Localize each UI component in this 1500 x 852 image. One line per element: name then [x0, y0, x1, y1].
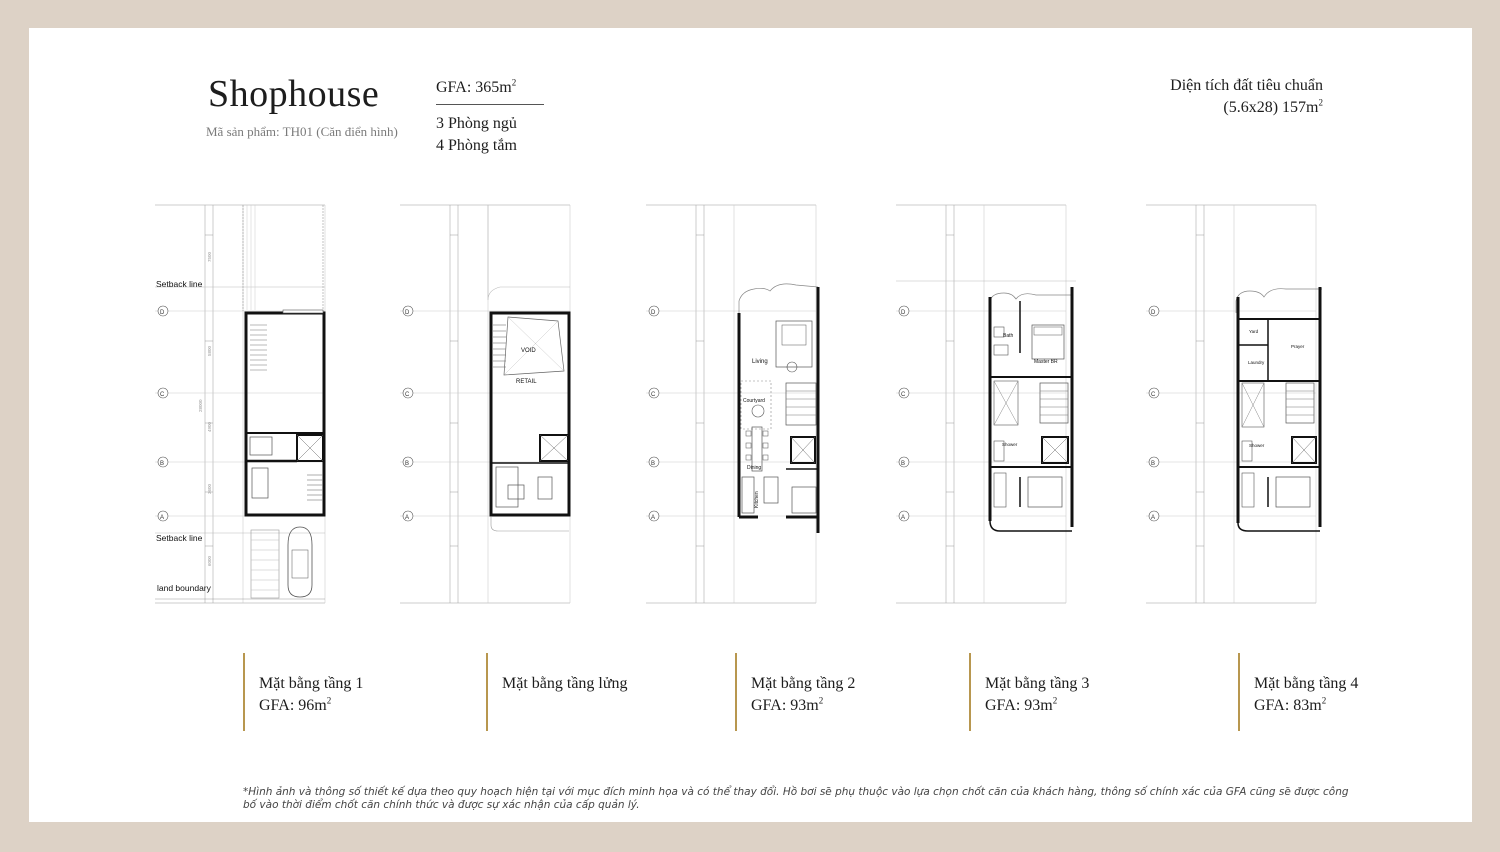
floor-name: Mặt bằng tầng 3	[985, 675, 1090, 692]
shower-label: Shower	[1002, 442, 1018, 447]
floor-label-mezzanine	[486, 653, 628, 731]
bath-label: Bath	[1003, 333, 1014, 339]
dim-label: 4900	[207, 421, 212, 432]
disclaimer-footnote: *Hình ảnh và thông số thiết kế dựa theo quy hoạch hiện tại với mục đích minh họa và có thể thay đổi. Hồ bơi sẽ phụ thuộc vào lựa chọn chốt căn của khách hàng, thông số chính xác của GFA cũng sẽ được công bố vào thời điểm chốt căn chính thức và được sự xác nhận của cấp quản lý.	[243, 786, 1349, 811]
dining-label: Dining	[747, 465, 762, 471]
retail-label: RETAIL	[516, 379, 537, 385]
setback-line-bottom: Setback line	[156, 533, 203, 543]
grid-label-d: D	[1151, 310, 1156, 316]
grid-label-c: C	[651, 392, 656, 398]
land-boundary-label: land boundary	[157, 583, 211, 593]
plan-third-floor	[896, 205, 1076, 603]
floor-gfa: GFA: $96m^2$	[259, 695, 332, 714]
grid-label-a: A	[651, 515, 656, 521]
dim-label: 7500	[207, 251, 212, 262]
grid-label-b: B	[405, 461, 410, 467]
grid-label-b: B	[1151, 461, 1156, 467]
floor-gfa: GFA: $93m^2$	[985, 695, 1058, 714]
dim-label: 5800	[207, 345, 212, 356]
grid-label-b: B	[651, 461, 656, 467]
product-code: Mã sản phẩm: TH01 (Căn điển hình)	[206, 124, 398, 139]
grid-label-d: D	[405, 310, 410, 316]
floor-label-second	[735, 653, 855, 731]
page-title: Shophouse	[208, 73, 380, 115]
grid-label-b: B	[160, 461, 165, 467]
floor-label-ground	[243, 653, 363, 731]
floor-name: Mặt bằng tầng 4	[1254, 675, 1359, 692]
grid-label-c: C	[901, 392, 906, 398]
dim-label: 6000	[207, 555, 212, 566]
prayer-label: Prayer	[1291, 344, 1305, 349]
grid-label-c: C	[1151, 392, 1156, 398]
grid-label-b: B	[901, 461, 906, 467]
floor-name: Mặt bằng tầng 1	[259, 675, 364, 692]
laundry-label: Laundry	[1248, 360, 1265, 365]
plan-fourth-floor	[1146, 205, 1322, 603]
master-br-label: Master BR	[1034, 359, 1058, 365]
grid-label-a: A	[901, 515, 906, 521]
land-area-value: (5.6x28) $157m^2$	[1223, 97, 1323, 116]
total-gfa: GFA: $365m^2$	[436, 77, 517, 96]
living-label: Living	[752, 359, 768, 365]
floor-label-third	[969, 653, 1089, 731]
shower-label: Shower	[1249, 443, 1265, 448]
setback-line-top: Setback line	[156, 279, 203, 289]
void-label: VOID	[521, 348, 536, 354]
dim-label: 3600	[207, 483, 212, 494]
plan-second-floor	[646, 205, 818, 603]
plan-mezzanine-floor	[400, 205, 570, 603]
kitchen-label: Kitchen	[754, 491, 760, 508]
land-area-title: Diện tích đất tiêu chuẩn	[1170, 77, 1323, 94]
grid-label-c: C	[405, 392, 410, 398]
grid-label-a: A	[1151, 515, 1156, 521]
grid-label-a: A	[405, 515, 410, 521]
plan-ground-floor	[155, 205, 325, 603]
grid-label-c: C	[160, 392, 165, 398]
yard-label: Yard	[1249, 329, 1259, 334]
floor-gfa: GFA: $93m^2$	[751, 695, 824, 714]
dim-label: 28000	[198, 399, 203, 412]
floor-gfa: GFA: $83m^2$	[1254, 695, 1327, 714]
grid-label-d: D	[651, 310, 656, 316]
grid-label-d: D	[901, 310, 906, 316]
grid-label-d: D	[160, 310, 165, 316]
grid-label-a: A	[160, 515, 165, 521]
bathroom-count: 4 Phòng tắm	[436, 137, 517, 154]
floor-name: Mặt bằng tầng 2	[751, 675, 856, 692]
bedroom-count: 3 Phòng ngủ	[436, 115, 517, 132]
floor-label-fourth	[1238, 653, 1358, 731]
floor-name: Mặt bằng tầng lửng	[502, 675, 628, 692]
courtyard-label: Courtyard	[743, 398, 765, 404]
